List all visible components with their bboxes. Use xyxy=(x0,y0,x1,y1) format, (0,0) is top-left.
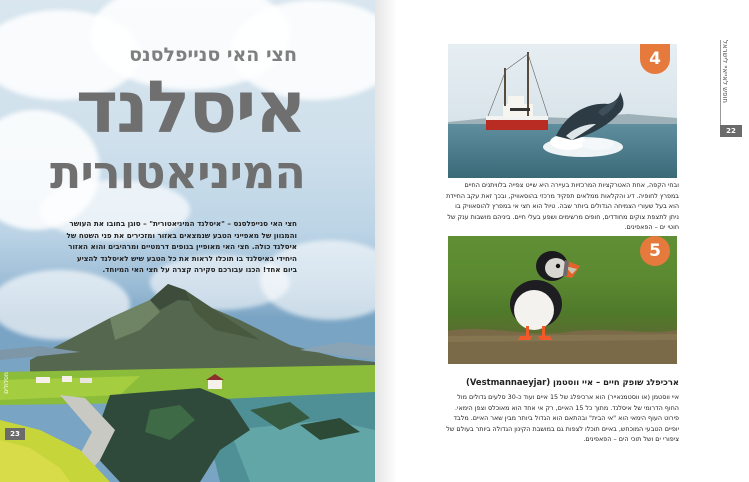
page-number-left: 23 xyxy=(5,428,25,440)
side-label xyxy=(720,40,744,130)
gutter-shadow xyxy=(375,0,397,482)
page-subtitle: המיניאטורית xyxy=(49,145,305,199)
side-strip-label: מסלולים xyxy=(3,372,10,394)
section-5-heading: ארכיפלג שופק חיים – איי ווסטמן (Vestmannaeyjar) xyxy=(466,377,679,387)
kicker-heading: חצי האי סנייפלסנס xyxy=(129,44,297,66)
section-badge-5: 5 xyxy=(640,236,670,266)
side-label-text: חופש לאייאיי לישראל xyxy=(721,40,729,103)
page-number-right: 22 xyxy=(720,125,742,137)
section-5-text: איי ווסטמן (או ווסטמנאייר) הוא ארכיפלג של 15 איים ועוד כ-30 סלעים גדולים מול החוף הדרומי של איסלנד. מתוך כל 15 האיים, רק אי אחד הוא מאוכלס וצפן הימאי. פירוט העוף הימאי הוא "אי הבית" ובהתאם הוא הגדול ביותר מבין שאר האיים. מלבד יופיים הטבעי המוכחש, באיים תוכלו לצפות גם במושבת הקינון הגדולה ביותר בעולם של ציפורי ים ושל תוכי הים – הפאפינים. xyxy=(446,393,679,444)
section-badge-4: 4 xyxy=(640,44,670,74)
section-4-text: ובחי הקפה, אחת האטרקציות המרכזיות בעיירה היא שייט צפייה בלוויתנים החיים במפרץ לחופיה. דיג והקלאות ממלאים תפקיד מרכזי בהוסאוויק, ובכך זאת עקב החיידת הוא בעל שעורי הצמיחה הגדולים ביותר שבה. טיול הוא חצי אי במפרץ להוסאוויק בו ניתן לתצפת צוקים מחודדים, חופים מרשימים ושפע בעלי חיים. ביניהם מושבות ענק של חוטי ים – הפאפינים. xyxy=(446,181,679,232)
intro-paragraph: חצי האי סנייפלסנס – "איסלנד המיניאטורית" – סוגן בחובו את העושר והמגוון של מאפייני הטבע שנמצאים באזור ומזכירים את פני השטח של איסלנד כולה. חצי האי מאופיין בנופים דרמטיים ומרהיבים והוא האזור היחידי באיסלנד בו תוכלו לראות את כל הטבע שיש לאיסלנד להציע ביום אחד! הכנו עבורכם סקירה קצרה על חצי האי המיוחד. xyxy=(66,219,297,274)
side-strip-left xyxy=(3,372,25,427)
page-title: איסלנד xyxy=(75,65,305,149)
